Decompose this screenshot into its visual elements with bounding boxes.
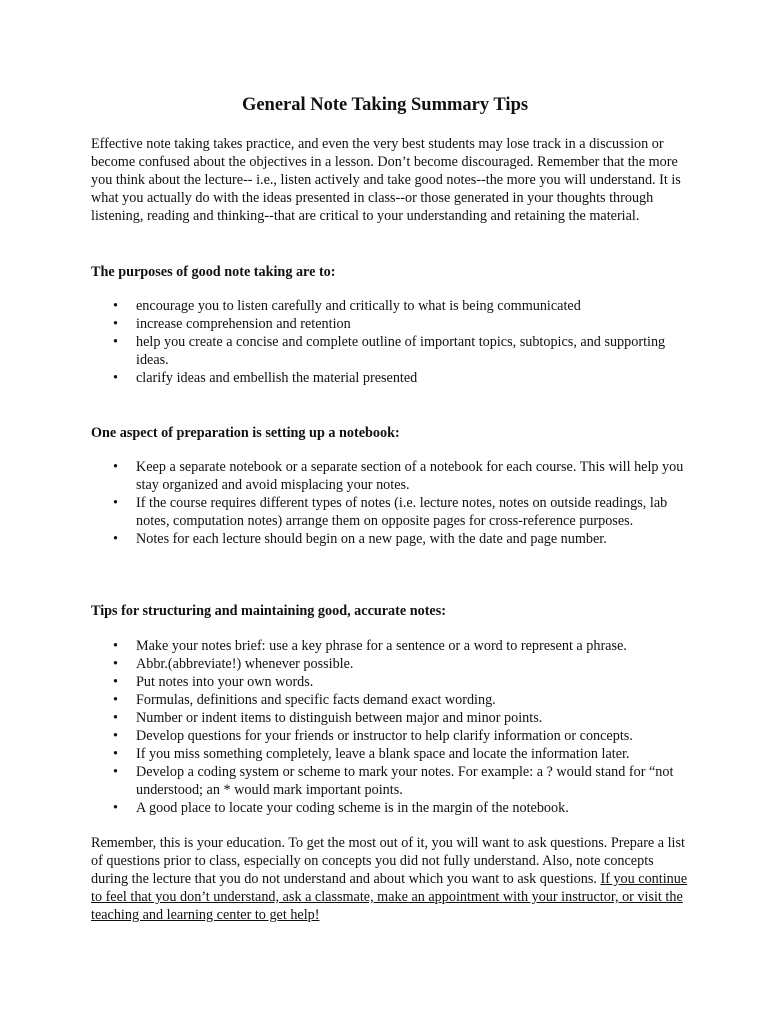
list-item: • A good place to locate your coding scheme is in the margin of the notebook. [113,800,569,816]
bullet-icon: • [113,710,118,726]
bullet-icon: • [113,764,118,780]
list-item: • Number or indent items to distinguish between major and minor points. [113,710,543,726]
list-item: • Formulas, definitions and specific facts demand exact wording. [113,692,496,708]
bullet-icon: • [113,370,118,386]
bullet-icon: • [113,656,118,672]
list-item: • encourage you to listen carefully and critically to what is being communicated [113,298,581,314]
list-item: • clarify ideas and embellish the material presented [113,370,418,386]
list-item: • increase comprehension and retention [113,316,351,332]
bullet-icon: • [113,728,118,744]
section-heading-purposes: The purposes of good note taking are to: [91,264,336,280]
bullet-icon: • [113,334,118,350]
list-item: • Put notes into your own words. [113,674,314,690]
bullet-icon: • [113,692,118,708]
purposes-list [91,297,691,387]
bullet-icon: • [113,638,118,654]
bullet-icon: • [113,298,118,314]
list-item: • Make your notes brief: use a key phrase for a sentence or a word to represent a phrase. [113,638,627,654]
list-item: • help you create a concise and complete outline of important topics, subtopics, and supporting ideas. [113,334,666,368]
closing-text: Remember, this is your education. To get the most out of it, you will want to ask questions. Prepare a list of questions prior to class, especially on concepts you did not fully understand. Also, note concepts during the lecture that you do not understand and about which you want to ask questions. [91,835,685,887]
bullet-icon: • [113,746,118,762]
list-item: • Develop a coding system or scheme to mark your notes. For example: a ? would stand for “not understood; an * would mark important points. [113,764,674,798]
help-callout: If you continue to feel that you don’t understand, ask a classmate, make an appointment with your instructor, or visit the teaching and learning center to get help! [91,871,688,923]
list-item: • Develop questions for your friends or instructor to help clarify information or concepts. [113,728,633,744]
bullet-icon: • [113,674,118,690]
section-heading-tips: Tips for structuring and maintaining good, accurate notes: [91,603,446,619]
closing-paragraph [91,834,691,924]
bullet-icon: • [113,531,118,547]
bullet-icon: • [113,800,118,816]
list-item: • If the course requires different types of notes (i.e. lecture notes, notes on outside readings, lab notes, computation notes) arrange them on opposite pages for cross-reference purposes. [113,495,668,529]
section-heading-notebook: One aspect of preparation is setting up a notebook: [91,425,400,441]
list-item: • If you miss something completely, leave a blank space and locate the information later. [113,746,630,762]
list-item: • Abbr.(abbreviate!) whenever possible. [113,656,354,672]
list-item: • Keep a separate notebook or a separate section of a notebook for each course. This will help you stay organized and avoid misplacing your notes. [113,459,684,493]
bullet-icon: • [113,459,118,475]
notebook-list [91,458,691,548]
bullet-icon: • [113,495,118,511]
bullet-icon: • [113,316,118,332]
list-item: • Notes for each lecture should begin on a new page, with the date and page number. [113,531,607,547]
tips-list [91,637,691,817]
intro-paragraph: Effective note taking takes practice, and even the very best students may lose track in a discussion or become confused about the objectives in a lesson. Don’t become discouraged. Remember that the more you think about the lecture-- i.e., listen actively and take good notes--the more you will understand. It is what you actually do with the ideas presented in class--or those generated in your thoughts through listening, reading and thinking--that are critical to your understanding and retaining the material. [91,136,681,224]
page-title: General Note Taking Summary Tips [241,95,529,115]
